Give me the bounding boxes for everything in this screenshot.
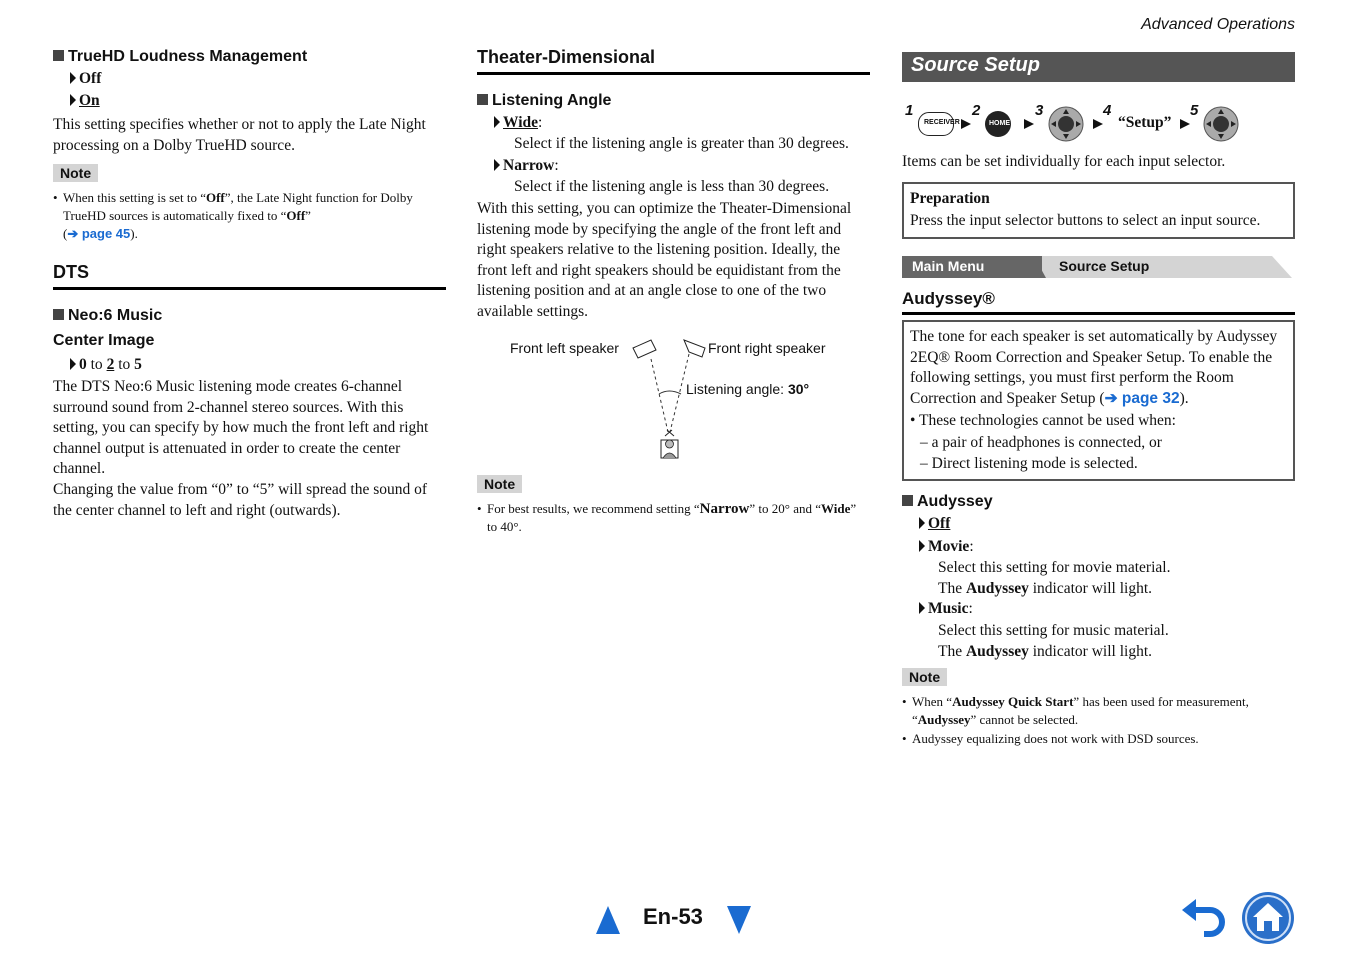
step-1-number: 1 bbox=[905, 102, 914, 119]
breadcrumb-source-setup[interactable]: Source Setup bbox=[1059, 258, 1150, 274]
truehd-description: This setting specifies whether or not to apply the Late Night processing on a Dolby TrueHD source. bbox=[53, 116, 426, 154]
listening-angle-label: Listening angle: 30° bbox=[686, 381, 810, 397]
preparation-box bbox=[902, 182, 1295, 239]
previous-page-icon[interactable] bbox=[596, 906, 620, 934]
triangle-bullet-icon bbox=[494, 116, 500, 128]
source-setup-banner: Source Setup bbox=[902, 52, 1295, 82]
neo6-description-2: Changing the value from “0” to “5” will spread the sound of the center channel to left and right (outwards). bbox=[53, 481, 428, 519]
step-5-number: 5 bbox=[1190, 102, 1199, 119]
option-off: Off bbox=[70, 70, 101, 88]
note-label: Note bbox=[902, 668, 947, 686]
step-3-number: 3 bbox=[1035, 102, 1044, 119]
audyssey-dash-1: – a pair of headphones is connected, or bbox=[920, 434, 1162, 451]
arrow-right-icon bbox=[1024, 119, 1034, 129]
triangle-bullet-icon bbox=[70, 94, 76, 106]
option-music: Music: bbox=[919, 600, 973, 618]
section-title: Advanced Operations bbox=[1141, 16, 1295, 33]
audyssey-info-text: The tone for each speaker is set automatically by Audyssey 2EQ® Room Correction and Speaker Setup. To enable the following settings, you must first perform the Room Correction and Speaker Setup ( bbox=[910, 328, 1278, 407]
cursor-pad-icon[interactable] bbox=[1048, 106, 1084, 142]
right-speaker-icon bbox=[684, 340, 705, 357]
triangle-bullet-icon bbox=[919, 602, 925, 614]
wide-description: Select if the listening angle is greater than 30 degrees. bbox=[514, 135, 849, 152]
option-narrow: Narrow: bbox=[494, 157, 559, 175]
audyssey-dash-2: – Direct listening mode is selected. bbox=[920, 455, 1138, 472]
breadcrumb-shape bbox=[1020, 256, 1292, 278]
arrow-right-icon bbox=[1180, 119, 1190, 129]
square-bullet-icon bbox=[53, 50, 64, 61]
narrow-description: Select if the listening angle is less than 30 degrees. bbox=[514, 178, 830, 195]
audyssey-sub-heading: Audyssey bbox=[902, 493, 993, 511]
listening-angle-heading: Listening Angle bbox=[477, 92, 611, 110]
option-wide: Wide: bbox=[494, 114, 542, 132]
triangle-bullet-icon bbox=[494, 159, 500, 171]
note-text-1: • When “Audyssey Quick Start” has been used for measurement, “Audyssey” cannot be selected. bbox=[902, 694, 1249, 727]
triangle-bullet-icon bbox=[919, 517, 925, 529]
page-45-link[interactable]: ➔ page 45 bbox=[67, 226, 131, 241]
preparation-text: Press the input selector buttons to select an input source. bbox=[910, 212, 1261, 229]
listener-icon bbox=[661, 430, 678, 458]
audyssey-info-box: The tone for each speaker is set automatically by Audyssey 2EQ® Room Correction and Speaker Setup. To enable the following settings, you must first perform the Room Correction and Speaker Setup (➔ page 32). • These technologies cannot be used when: – a pair of headphones is connected, or – Direct listening mode is selected. bbox=[902, 320, 1295, 481]
front-left-speaker-label: Front left speaker bbox=[510, 340, 619, 356]
option-on: On bbox=[70, 92, 100, 110]
center-image-range: 0 to 2 to 5 bbox=[70, 355, 142, 376]
triangle-bullet-icon bbox=[70, 358, 76, 370]
center-image-heading: Center Image bbox=[53, 332, 155, 349]
arrow-right-icon bbox=[1093, 119, 1103, 129]
front-right-speaker-label: Front right speaker bbox=[708, 340, 826, 356]
left-speaker-icon bbox=[633, 340, 656, 358]
triangle-bullet-icon bbox=[70, 72, 76, 84]
arrow-right-icon bbox=[961, 119, 971, 129]
dts-heading: DTS bbox=[53, 262, 89, 282]
dts-rule bbox=[53, 287, 446, 290]
next-page-icon[interactable] bbox=[727, 906, 751, 934]
truehd-heading: TrueHD Loudness Management bbox=[53, 48, 307, 66]
audyssey-rule bbox=[902, 312, 1295, 315]
speaker-angle-diagram bbox=[625, 332, 715, 464]
theater-rule bbox=[477, 72, 870, 75]
home-icon[interactable] bbox=[1241, 891, 1295, 945]
audyssey-heading: Audyssey® bbox=[902, 289, 995, 308]
preparation-title: Preparation bbox=[910, 190, 990, 207]
music-description: Select this setting for music material. The Audyssey indicator will light. bbox=[938, 622, 1169, 660]
back-icon[interactable] bbox=[1180, 896, 1230, 938]
setup-text: “Setup” bbox=[1118, 114, 1172, 131]
square-bullet-icon bbox=[902, 495, 913, 506]
theater-description: With this setting, you can optimize the Theater-Dimensional listening mode by specifying the angle of the front left and right speakers relative to the listening position. Ideally, the front left and right speakers should be equidistant from the listening position and at an angle close to one of the two available settings. bbox=[477, 200, 852, 320]
option-off: Off bbox=[919, 515, 950, 533]
neo6-heading: Neo:6 Music bbox=[53, 307, 162, 325]
cursor-pad-icon[interactable] bbox=[1203, 106, 1239, 142]
step-4-number: 4 bbox=[1103, 102, 1112, 119]
square-bullet-icon bbox=[53, 309, 64, 320]
page-number: En-53 bbox=[643, 904, 703, 929]
neo6-description: The DTS Neo:6 Music listening mode creates 6-channel surround sound from 2-channel stereo sources. With this setting, you can specify by how much the front left and right channel output is attenuated in order to create the center channel. bbox=[53, 378, 429, 477]
note-text: • For best results, we recommend setting “Narrow” to 20° and “Wide” to 40°. bbox=[477, 501, 857, 534]
receiver-button-icon[interactable]: RECEIVER bbox=[918, 112, 954, 136]
theater-dimensional-heading: Theater-Dimensional bbox=[477, 47, 656, 67]
square-bullet-icon bbox=[477, 94, 488, 105]
note-text: • When this setting is set to “Off”, the Late Night function for Dolby TrueHD sources is automatically fixed to “Off” (➔ page 45). bbox=[53, 190, 413, 241]
step-2-number: 2 bbox=[972, 102, 981, 119]
note-text-2: • Audyssey equalizing does not work with DSD sources. bbox=[902, 731, 1199, 746]
breadcrumb-main-menu[interactable]: Main Menu bbox=[912, 258, 985, 274]
items-text: Items can be set individually for each input selector. bbox=[902, 153, 1226, 170]
audyssey-bullet: • These technologies cannot be used when: bbox=[910, 412, 1176, 429]
movie-description: Select this setting for movie material. The Audyssey indicator will light. bbox=[938, 559, 1171, 597]
triangle-bullet-icon bbox=[919, 540, 925, 552]
home-button-icon[interactable]: HOME bbox=[985, 111, 1011, 137]
note-label: Note bbox=[53, 164, 98, 182]
note-label: Note bbox=[477, 475, 522, 493]
option-movie: Movie: bbox=[919, 538, 974, 556]
page-32-link[interactable]: ➔ page 32 bbox=[1104, 389, 1180, 407]
